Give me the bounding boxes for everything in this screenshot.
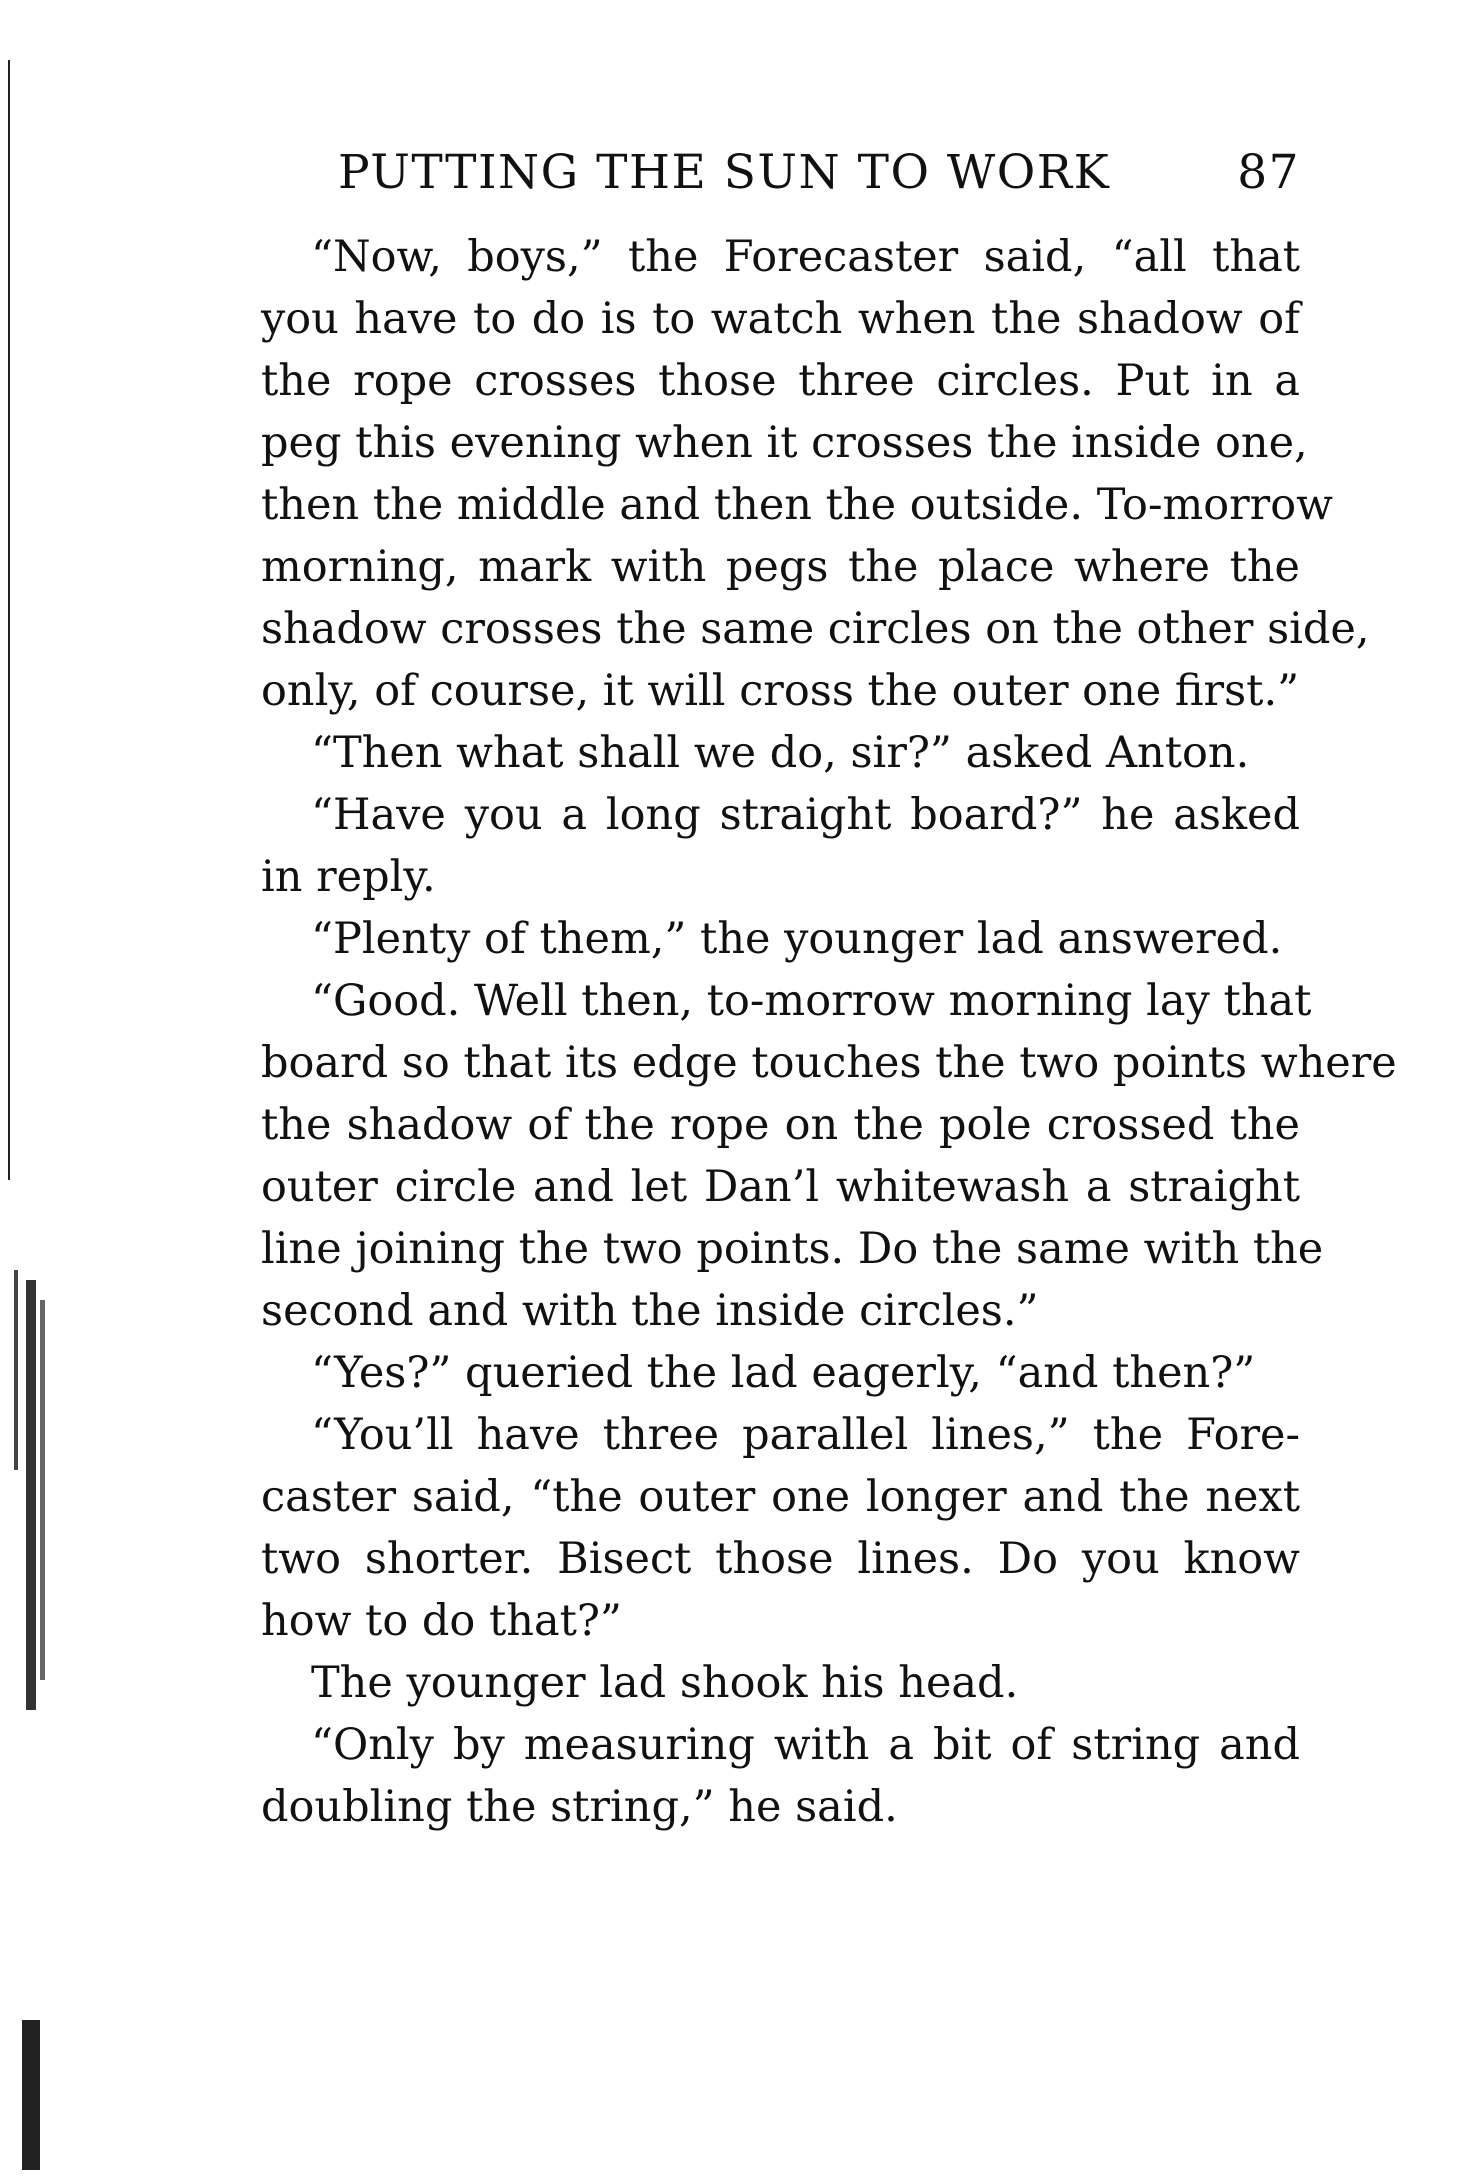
text-line: doubling the string,” he said. (261, 1782, 898, 1832)
text-line: “Then what shall we do, sir?” asked Anton. (311, 728, 1250, 778)
page-header (338, 143, 1300, 203)
text-line: “Plenty of them,” the younger lad answered. (311, 914, 1283, 964)
text-line: the shadow of the rope on the pole crossed the (261, 1100, 1300, 1150)
text-line: board so that its edge touches the two points where (261, 1038, 1397, 1088)
text-line: caster said, “the outer one longer and the next (261, 1472, 1300, 1522)
text-line: “Only by measuring with a bit of string and (311, 1720, 1300, 1770)
text-line: shadow crosses the same circles on the other side, (261, 604, 1370, 654)
text-line: the rope crosses those three circles. Put in a (261, 356, 1300, 406)
text-line: then the middle and then the outside. To-morrow (261, 480, 1333, 530)
text-line: “Have you a long straight board?” he asked (311, 790, 1300, 840)
running-title: PUTTING THE SUN TO WORK (338, 145, 1111, 200)
text-line: “Yes?” queried the lad eagerly, “and then?” (311, 1348, 1256, 1398)
binding-line (14, 1270, 18, 1470)
page-number: 87 (1237, 145, 1300, 200)
text-line: second and with the inside circles.” (261, 1286, 1039, 1336)
binding-shadow-strip (22, 2020, 40, 2170)
text-line: “You’ll have three parallel lines,” the Fore- (311, 1410, 1300, 1460)
text-line: two shorter. Bisect those lines. Do you know (261, 1534, 1300, 1584)
body-text (261, 226, 1397, 1838)
binding-shadow-strip (26, 1280, 36, 1710)
text-line: peg this evening when it crosses the inside one, (261, 418, 1308, 468)
text-line: The younger lad shook his head. (311, 1658, 1019, 1708)
text-line: “Good. Well then, to-morrow morning lay that (311, 976, 1312, 1026)
text-line: “Now, boys,” the Forecaster said, “all that (311, 232, 1300, 282)
text-line: in reply. (261, 852, 436, 902)
text-line: you have to do is to watch when the shadow of (261, 294, 1300, 344)
binding-shadow-strip (40, 1300, 45, 1680)
text-line: morning, mark with pegs the place where the (261, 542, 1300, 592)
binding-line (8, 60, 10, 1180)
text-line: only, of course, it will cross the outer one first.” (261, 666, 1300, 716)
binding-edge (0, 0, 60, 2178)
text-line: line joining the two points. Do the same with the (261, 1224, 1324, 1274)
text-line: how to do that?” (261, 1596, 622, 1646)
text-line: outer circle and let Dan’l whitewash a straight (261, 1162, 1300, 1212)
